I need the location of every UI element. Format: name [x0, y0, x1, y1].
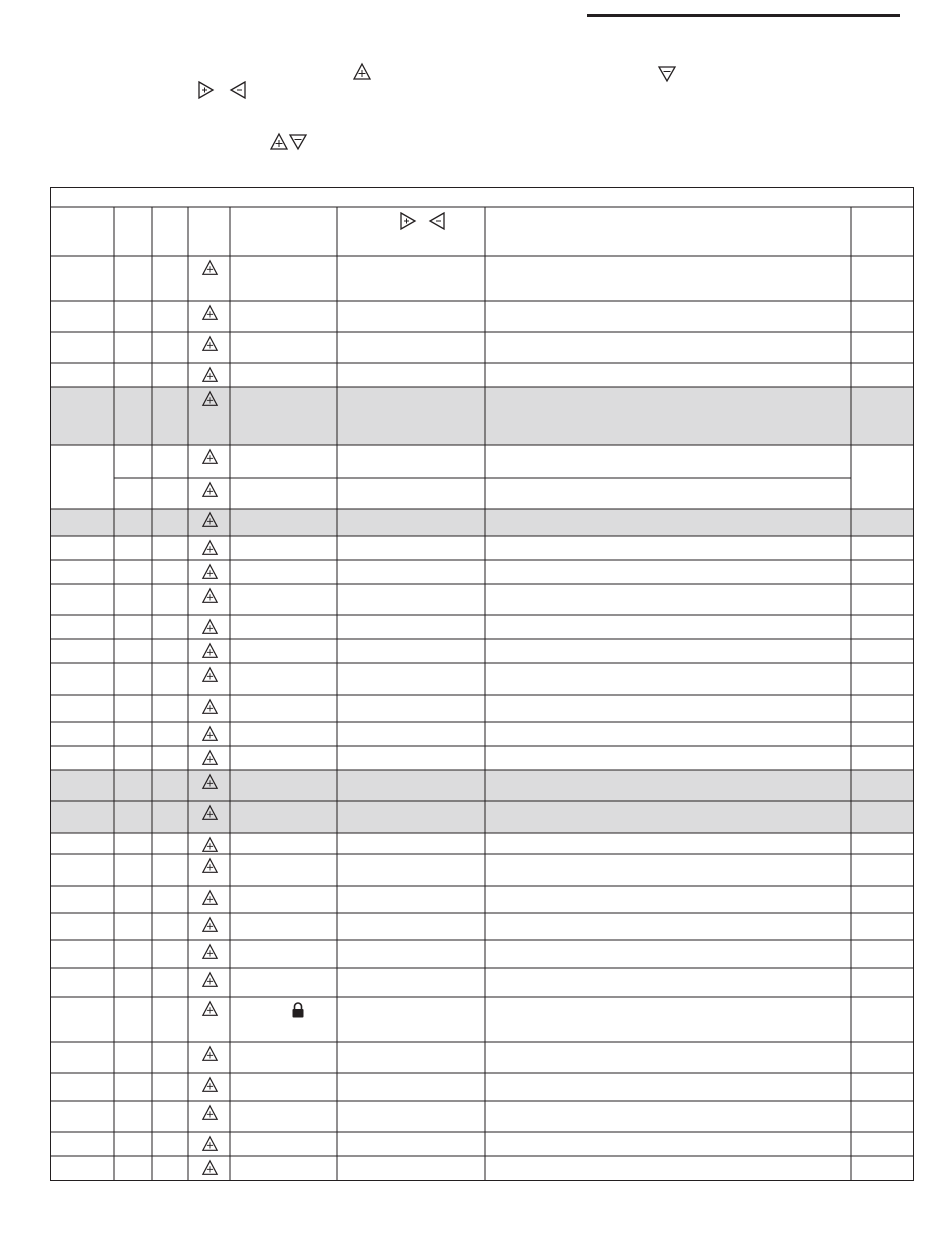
up-triangle-plus-icon — [201, 366, 219, 384]
up-triangle-plus-icon — [201, 1045, 219, 1063]
left-triangle-icon — [427, 211, 447, 231]
up-triangle-plus-icon — [201, 618, 219, 636]
up-triangle-plus-icon — [201, 725, 219, 743]
up-triangle-plus-icon — [201, 889, 219, 907]
up-triangle-plus-icon — [201, 916, 219, 934]
up-triangle-plus-icon — [201, 804, 219, 822]
up-triangle-plus-icon — [269, 132, 289, 152]
up-triangle-plus-icon — [201, 749, 219, 767]
up-triangle-plus-icon — [201, 448, 219, 466]
up-triangle-plus-icon — [201, 666, 219, 684]
up-triangle-plus-icon — [201, 259, 219, 277]
up-triangle-plus-icon — [201, 539, 219, 557]
up-triangle-plus-icon — [201, 304, 219, 322]
up-triangle-plus-icon — [201, 563, 219, 581]
down-triangle-icon — [288, 132, 308, 152]
up-triangle-plus-icon — [201, 390, 219, 408]
up-triangle-plus-icon — [201, 836, 219, 854]
up-triangle-plus-icon — [201, 642, 219, 660]
up-triangle-plus-icon — [201, 1135, 219, 1153]
header-rule — [587, 14, 900, 17]
up-triangle-plus-icon — [201, 1076, 219, 1094]
up-triangle-plus-icon — [201, 773, 219, 791]
up-triangle-plus-icon — [201, 857, 219, 875]
up-triangle-plus-icon — [201, 335, 219, 353]
up-triangle-plus-icon — [201, 971, 219, 989]
up-triangle-plus-icon — [352, 62, 372, 82]
up-triangle-plus-icon — [201, 698, 219, 716]
up-triangle-plus-icon — [201, 943, 219, 961]
left-triangle-icon — [228, 80, 248, 100]
up-triangle-plus-icon — [201, 511, 219, 529]
up-triangle-plus-icon — [201, 481, 219, 499]
right-triangle-icon — [398, 211, 418, 231]
lock-icon — [291, 1002, 305, 1018]
up-triangle-plus-icon — [201, 1000, 219, 1018]
up-triangle-plus-icon — [201, 587, 219, 605]
up-triangle-plus-icon — [201, 1159, 219, 1177]
up-triangle-plus-icon — [201, 1104, 219, 1122]
right-triangle-icon — [196, 80, 216, 100]
settings-table — [50, 187, 914, 1181]
down-triangle-icon — [657, 64, 677, 84]
